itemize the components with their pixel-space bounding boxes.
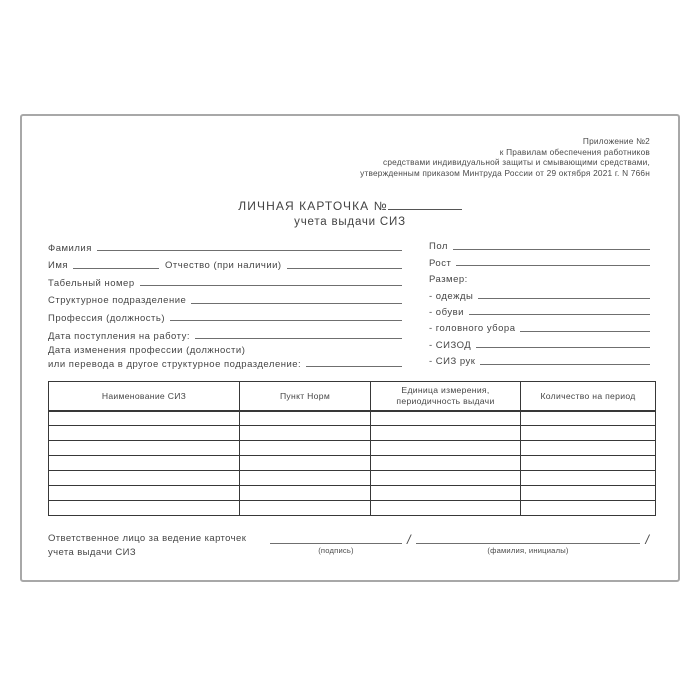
field-blank-line (73, 267, 159, 269)
field-blank-line (478, 297, 650, 299)
table-cell (240, 486, 371, 501)
field-label: или перевода в другое структурное подразделение: (48, 358, 302, 370)
title-main-text: ЛИЧНАЯ КАРТОЧКА № (238, 199, 388, 213)
column-header-quantity: Количество на период (521, 382, 656, 411)
field-label: - СИЗ рук (429, 356, 476, 368)
table-cell (521, 441, 656, 456)
field-blank-line (97, 249, 402, 251)
footer-signature-block (48, 532, 654, 559)
field-height (429, 252, 650, 268)
field-label: Имя (48, 260, 69, 272)
field-hand-protection-size (429, 351, 650, 367)
appendix-line: средствами индивидуальной защиты и смывающими средствами, (382, 157, 650, 168)
table-cell (521, 456, 656, 471)
column-header-unit-period: Единица измерения, периодичность выдачи (371, 382, 521, 411)
table-row (49, 441, 656, 456)
field-respirator-size (429, 334, 650, 350)
column-header-siz-name: Наименование СИЗ (49, 382, 240, 411)
appendix-line: к Правилам обеспечения работников (499, 146, 650, 157)
field-blank-line (453, 248, 650, 250)
table-cell (371, 501, 521, 516)
table-cell (49, 486, 240, 501)
table-cell (240, 411, 371, 426)
slash-separator: / (645, 532, 649, 547)
table-row (49, 486, 656, 501)
table-row (49, 426, 656, 441)
table-cell (240, 501, 371, 516)
field-profession (48, 306, 402, 324)
table-cell (371, 426, 521, 441)
field-shoe-size (429, 302, 650, 318)
appendix-line: утвержденным приказом Минтруда России от 29 октября 2021 г. N 766н (360, 167, 650, 178)
field-blank-line (480, 363, 650, 365)
appendix-line: Приложение №2 (582, 136, 650, 146)
table-cell (49, 426, 240, 441)
field-label: Отчество (при наличии) (165, 260, 282, 272)
field-label: - обуви (429, 306, 464, 318)
table-cell (240, 426, 371, 441)
table-row (49, 456, 656, 471)
field-blank-line (456, 264, 650, 266)
field-department (48, 289, 402, 307)
field-profession-change-line1 (48, 342, 402, 356)
field-label: Структурное подразделение (48, 295, 187, 307)
field-clothing-size (429, 285, 650, 301)
signature-field (270, 532, 402, 555)
field-personnel-number (48, 271, 402, 289)
field-label: - СИЗОД (429, 339, 472, 351)
field-label: Табельный номер (48, 277, 135, 289)
table-cell (371, 486, 521, 501)
field-label: Пол (429, 241, 448, 253)
name-caption: (фамилия, инициалы) (487, 545, 569, 555)
appendix-note (360, 136, 650, 178)
table-cell (521, 411, 656, 426)
table-cell (49, 441, 240, 456)
table-cell (521, 426, 656, 441)
field-profession-change-line2 (48, 356, 402, 370)
field-gender (429, 236, 650, 252)
field-blank-line (520, 330, 650, 332)
field-blank-line (469, 313, 650, 315)
field-blank-line (140, 284, 402, 286)
signature-blank-line (270, 532, 402, 544)
field-label: Рост (429, 257, 452, 269)
table-cell (240, 441, 371, 456)
responsible-person-label: Ответственное лицо за ведение карточек учета выдачи СИЗ (48, 533, 247, 558)
table-cell (521, 471, 656, 486)
table-cell (49, 411, 240, 426)
field-blank-line (306, 365, 402, 367)
slash-separator: / (407, 532, 411, 547)
field-label: Размер: (429, 274, 468, 286)
title-line2: учета выдачи СИЗ (294, 216, 406, 228)
table-row (49, 411, 656, 426)
column-header-norm-clause: Пункт Норм (240, 382, 371, 411)
signature-caption: (подпись) (318, 545, 354, 555)
table-header-row (49, 382, 656, 411)
title-line1 (22, 199, 678, 213)
table-cell (371, 411, 521, 426)
field-blank-line (476, 346, 650, 348)
field-label: Дата изменения профессии (должности) (48, 344, 246, 356)
table-cell (371, 471, 521, 486)
form-left-column (48, 236, 402, 370)
field-surname (48, 236, 402, 254)
field-blank-line (287, 267, 402, 269)
field-blank-line (195, 337, 402, 339)
field-label: - головного убора (429, 323, 516, 335)
field-blank-line (191, 302, 402, 304)
field-blank-line (170, 319, 402, 321)
table-cell (240, 456, 371, 471)
form-right-column (429, 236, 650, 367)
field-label: Профессия (должность) (48, 312, 166, 324)
field-hire-date (48, 324, 402, 342)
table-cell (371, 441, 521, 456)
document-title (22, 199, 678, 228)
table-cell (521, 486, 656, 501)
card-number-blank (388, 199, 462, 210)
table-cell (49, 471, 240, 486)
field-label: Фамилия (48, 242, 92, 254)
field-firstname-patronymic (48, 254, 402, 272)
document-page (20, 114, 680, 582)
field-label: Дата поступления на работу: (48, 330, 190, 342)
table-cell (49, 456, 240, 471)
field-label: - одежды (429, 290, 474, 302)
size-section-header (429, 269, 650, 285)
siz-issue-table (48, 381, 656, 516)
table-row (49, 501, 656, 516)
name-field (416, 532, 641, 555)
table-cell (240, 471, 371, 486)
table-row (49, 471, 656, 486)
table-cell (49, 501, 240, 516)
name-blank-line (416, 532, 641, 544)
table-cell (521, 501, 656, 516)
table-cell (371, 456, 521, 471)
field-headgear-size (429, 318, 650, 334)
